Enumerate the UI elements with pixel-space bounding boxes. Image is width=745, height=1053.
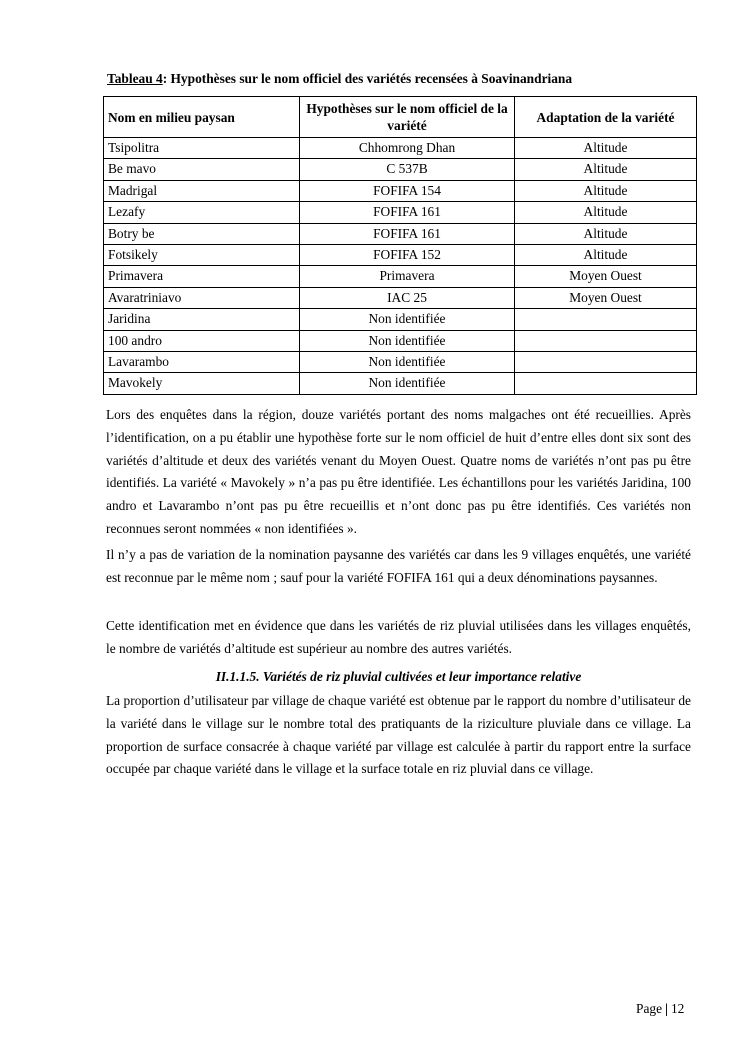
table-caption xyxy=(107,71,572,87)
cell-farmer-name: Lavarambo xyxy=(104,352,300,373)
header-official-name: Hypothèses sur le nom officiel de la variété xyxy=(300,97,515,138)
cell-official-name: Non identifiée xyxy=(300,309,515,330)
cell-farmer-name: Madrigal xyxy=(104,180,300,201)
table-row xyxy=(104,266,697,287)
table-row xyxy=(104,373,697,394)
paragraph-proportion-method: La proportion d’utilisateur par village de chaque variété est obtenue par le rapport du nombre d’utilisateur de la variété dans le village sur le nombre total des pratiquants de la riziculture pluviale dans ce village. La proportion de surface consacrée à chaque variété par village est calculée à partir du rapport entre la surface occupée par chaque variété dans le village et la surface totale en riz pluvial dans ce village. xyxy=(106,693,691,777)
header-farmer-name: Nom en milieu paysan xyxy=(104,97,300,138)
cell-official-name: Primavera xyxy=(300,266,515,287)
table-row xyxy=(104,180,697,201)
cell-official-name: Non identifiée xyxy=(300,352,515,373)
cell-adaptation: Altitude xyxy=(515,202,697,223)
table-row xyxy=(104,287,697,308)
cell-official-name: FOFIFA 161 xyxy=(300,202,515,223)
cell-farmer-name: Tsipolitra xyxy=(104,138,300,159)
cell-farmer-name: Be mavo xyxy=(104,159,300,180)
cell-adaptation: Altitude xyxy=(515,245,697,266)
cell-adaptation xyxy=(515,352,697,373)
cell-adaptation: Altitude xyxy=(515,159,697,180)
paragraph-identification: Lors des enquêtes dans la région, douze variétés portant des noms malgaches ont été recueillies. Après l’identification, on a pu établir une hypothèse forte sur le nom officiel de huit d’entre elles dont six sont des variétés d’altitude et deux des variétés venant du Moyen Ouest. Quatre noms de variétés n’ont pas pu être identifiés. La variété « Mavokely » n’a pas pu être identifiée. Les échantillons pour les variétés Jaridina, 100 andro et Lavarambo n’ont pas pu être recueillis et n’ont donc pas pu être identifiés. Ces variétés non reconnues seront nommées « non identifiées ». xyxy=(106,407,691,536)
table-row xyxy=(104,352,697,373)
cell-farmer-name: Jaridina xyxy=(104,309,300,330)
cell-farmer-name: Fotsikely xyxy=(104,245,300,266)
table-row xyxy=(104,245,697,266)
paragraph-altitude-count: Cette identification met en évidence que dans les variétés de riz pluvial utilisées dans les villages enquêtés, le nombre de variétés d’altitude est supérieur au nombre des autres variétés. xyxy=(106,618,691,656)
table-row xyxy=(104,202,697,223)
table-header-row xyxy=(104,97,697,138)
cell-official-name: C 537B xyxy=(300,159,515,180)
section-heading: II.1.1.5. Variétés de riz pluvial cultivées et leur importance relative xyxy=(215,669,582,684)
cell-farmer-name: Botry be xyxy=(104,223,300,244)
cell-farmer-name: Primavera xyxy=(104,266,300,287)
table-row xyxy=(104,330,697,351)
table-caption-text: : Hypothèses sur le nom officiel des variétés recensées à Soavinandriana xyxy=(162,71,573,86)
cell-adaptation xyxy=(515,373,697,394)
cell-official-name: FOFIFA 161 xyxy=(300,223,515,244)
table-caption-label: Tableau 4 xyxy=(107,71,163,86)
cell-official-name: FOFIFA 152 xyxy=(300,245,515,266)
varieties-table xyxy=(103,96,697,395)
cell-adaptation: Moyen Ouest xyxy=(515,287,697,308)
table-row xyxy=(104,159,697,180)
cell-farmer-name: 100 andro xyxy=(104,330,300,351)
page-label: Page xyxy=(636,1001,663,1016)
cell-farmer-name: Lezafy xyxy=(104,202,300,223)
cell-official-name: FOFIFA 154 xyxy=(300,180,515,201)
cell-farmer-name: Mavokely xyxy=(104,373,300,394)
cell-adaptation: Altitude xyxy=(515,180,697,201)
cell-adaptation xyxy=(515,330,697,351)
cell-adaptation: Altitude xyxy=(515,138,697,159)
cell-official-name: Chhomrong Dhan xyxy=(300,138,515,159)
table-row xyxy=(104,223,697,244)
cell-adaptation: Altitude xyxy=(515,223,697,244)
cell-adaptation xyxy=(515,309,697,330)
page-footer xyxy=(636,1001,684,1017)
cell-farmer-name: Avaratriniavo xyxy=(104,287,300,308)
cell-adaptation: Moyen Ouest xyxy=(515,266,697,287)
cell-official-name: IAC 25 xyxy=(300,287,515,308)
page-number: 12 xyxy=(670,1001,685,1016)
cell-official-name: Non identifiée xyxy=(300,330,515,351)
header-adaptation: Adaptation de la variété xyxy=(515,97,697,138)
page-separator: | xyxy=(665,1001,668,1016)
table-row xyxy=(104,309,697,330)
table-row xyxy=(104,138,697,159)
paragraph-nomination: Il n’y a pas de variation de la nomination paysanne des variétés car dans les 9 villages enquêtés, une variété est reconnue par le même nom ; sauf pour la variété FOFIFA 161 qui a deux dénominations paysannes. xyxy=(106,547,691,585)
cell-official-name: Non identifiée xyxy=(300,373,515,394)
